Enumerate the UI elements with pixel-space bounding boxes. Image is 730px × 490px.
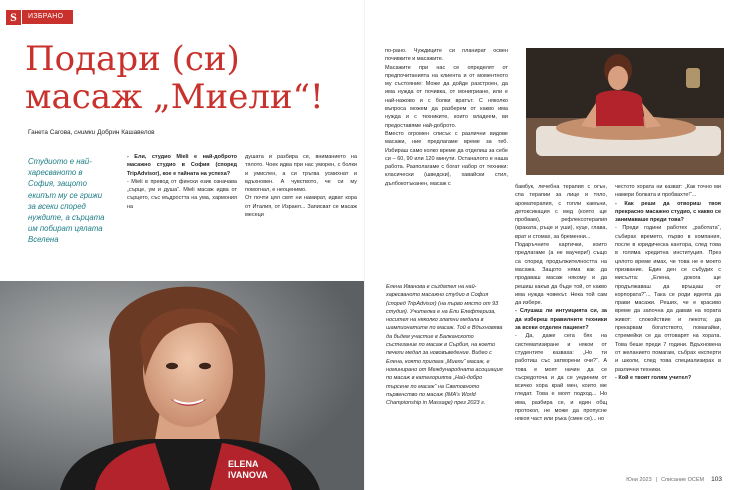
- byline-role: снимки: [74, 129, 96, 136]
- portrait-photo: [0, 281, 364, 490]
- section-tag: [6, 10, 73, 24]
- footer-separator: |: [655, 476, 658, 483]
- body-paragraph: - Mieli в превод от фински език означава „сърце, ум и душа“. Mieli масаж идва от сърцето, със мъдростта на ума, хармония на: [127, 178, 237, 210]
- byline-author: Ганета Сагова,: [28, 129, 73, 136]
- portrait-illustration: [0, 281, 364, 490]
- photo-caption: Елена Иванова е създател на най-харесваното масажно студио в София (според TripAdvisor) (на първо място от 93 студия). Учителка е на Ели Елефтериза, носител на няколко златни медала в шампионатите по масаж. Той е Вдъхновява да бъдем участие в Балканското състезание по масаж в Сърбия, на което печели медал за нововъведение. Видео с Елена, която прилага „Миели“ масаж, е номинирано от Международната асоциация по масаж в категорията „Най-добро търсене по масаж“ на Световното първенство по масаж (IMA’s World Championship in Massage) през 2023 г.: [386, 284, 503, 407]
- text-column-1: [127, 153, 237, 211]
- massage-illustration: [526, 48, 724, 175]
- magazine-logo: S: [6, 10, 21, 25]
- body-paragraph: бамбук, лечебна терапия с огън, спа терапии за лице и тяло, ароматерапия, с топли камъни, детоксикация с мед (която ще пробвам), рефлексотерапия (краката, ръце и уши), куце, глава, врат и стомах, за бременни...: [515, 184, 607, 240]
- byline: [28, 129, 155, 136]
- page-gutter: [364, 0, 365, 490]
- interview-question: - Ели, студио Mieli е най-доброто масажно студио в София (според TripAdvisor), кое е тайната на успеха?: [127, 154, 237, 177]
- massage-photo: [526, 48, 724, 175]
- byline-photographer: Добрин Кашавелов: [97, 129, 155, 136]
- body-paragraph: по-рано. Чуждиците си планират освен почивките и масажите.: [385, 48, 508, 63]
- vest-text-line-1: ELENA: [228, 459, 259, 469]
- interview-question: - Как реши да отвориш твоя прекрасно масажно студио, с какво се занимаваше преди това?: [615, 200, 721, 224]
- page-footer: [626, 476, 722, 483]
- standfirst: Студиото е най-харесваното в София, защото екипът му се грижи за всеки според нуждите, а сърцата им побират цялата Вселена: [28, 157, 105, 245]
- article-title: [25, 40, 355, 116]
- body-paragraph: душата и разбира се, вниманието на тялото. Чоек идва при нас уморен, с болки и умислен, а си тръгва усмихнат и вдъхновен. А чувството, че си му помогнал, е неоценимо.: [245, 154, 357, 194]
- body-paragraph: Подаръчните картички, които предлагаме (а не ваучери!) също са според продължителността на масажа. Защото няма как да продаваш масаж някому и да решиш какъв да бъде той, от какво има нужда човекът. Нека той сам да избере.: [515, 242, 607, 307]
- title-line-2: масаж „Миели“!: [25, 77, 324, 117]
- title-line-1: Подари (си): [25, 39, 240, 79]
- body-paragraph: Масажите при нас се определят от предпочитанията на клиента и от моментното му състояние: Може да дойде разстроен, да има нужда от почивка, от монигриане, или е най-нажово и с болки вратът. С няколко въпроса можем да разберем от какво има нужда и с техниките, които владеем, ви предоставяме най-доброто.: [385, 64, 508, 129]
- footer-issue: Юни 2023: [626, 476, 652, 483]
- section-label: ИЗБРАНО: [22, 10, 73, 24]
- text-column-2: [245, 153, 357, 219]
- footer-magazine: Списание ОСЕМ: [661, 476, 705, 483]
- interview-question: - Слушаш ли интуицията си, за да избереш правилните техники за всеки отделен пациент?: [515, 308, 607, 332]
- body-paragraph: честото хората ни казват: „Как точно ми намери болката и пробвахте!“...: [615, 184, 721, 199]
- body-paragraph: - Да, даже сега бях на систематизиране и някои от студентите казваха: „Но ти работиш със затворени очи?“. А това е моят начин да се съсредоточа и да се уединим от всичко хора край мен, които ме гледат. Това е моят подход... Но има, разбира се, и един общ протокол, не може да пропусне някоя част или ръка (смее се)... но: [515, 333, 607, 423]
- vest-text-line-2: IVANOVA: [228, 470, 268, 480]
- body-paragraph: Вместо огромен списък с различни видове масажи, ние предлагаме време за теб. Избираш само колко време да отделиш за себе си – 60, 90 или 120 минути. Останалото е наша работа. Разполагаме с богат набор от техники: класически (шведски), хавайски стил, дълбокотъканен, масаж с: [385, 130, 508, 187]
- body-paragraph: От почти цял свят ни намират, идват кора от Италия, от Израел... Записват се масаж месеци: [245, 195, 357, 219]
- text-column-4: [515, 183, 607, 424]
- text-column-5: [615, 183, 721, 382]
- body-paragraph: - Преди години работех „работата“, събирах времето, първо в компания, после в юридическа кантора, след това в голяма кредитна институция. През цялото време имах, че това не е моето призвание. Един ден се събудих с мисълта: „Елена, докога ще продължаваш да връщаш от корпората?“... Така се роди идеята да прави масажи. Реших, че е красиво време да започна да давам на хората живот: спокойствие и лекота; да прекарвам богатството, помагайки, стремейки се да отговарят на хората. Това беше преди 7 години. Вдъхновена от желанието помагам, събрах експерти и школи, след това специализирах в различни техники.: [615, 225, 721, 373]
- interview-question: - Кой е твоят голям учител?: [615, 374, 692, 381]
- page-number: 103: [711, 476, 722, 483]
- text-column-3: [385, 47, 508, 188]
